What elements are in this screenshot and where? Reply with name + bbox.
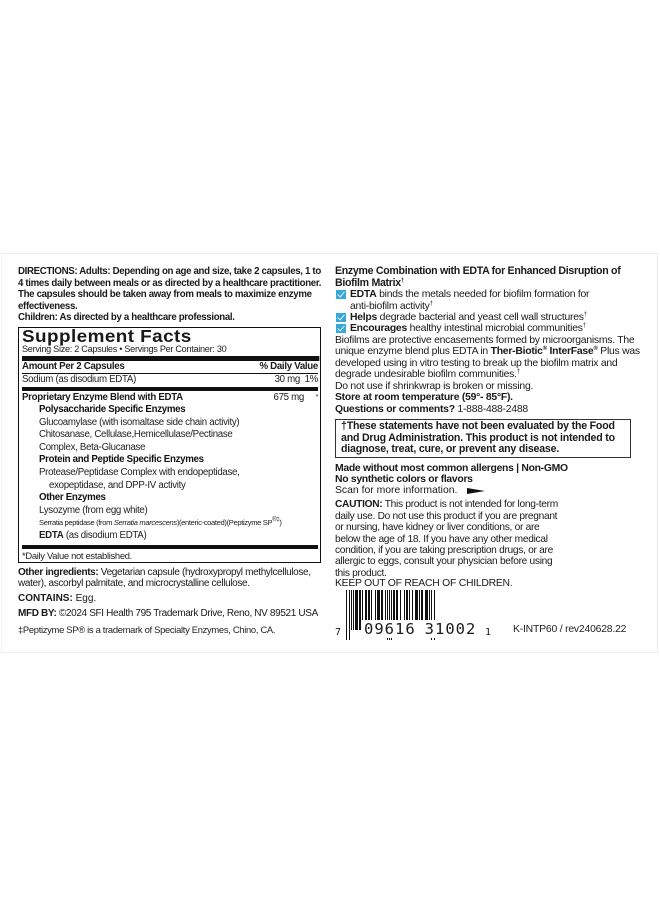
ingredient-line: Chitosanase, Cellulase,Hemicellulase/Pectinase <box>39 429 233 441</box>
ingredient-line: Lysozyme (from egg white) <box>39 504 148 516</box>
trademark-note: ‡Peptizyme SP® is a trademark of Specialty Enzymes, Chino, CA. <box>18 623 276 635</box>
benefit-text <box>350 323 586 334</box>
nutrient-dv: 1% <box>304 373 318 385</box>
blend-amount: 675 mg <box>273 391 304 403</box>
serratia-text: ) <box>279 518 282 528</box>
blend-dv: * <box>315 393 318 401</box>
barcode-left-group: 09616 <box>364 619 416 638</box>
serratia-text: )(enteric-coated)(Peptizyme SP <box>176 518 273 528</box>
supplement-facts-panel <box>18 327 321 563</box>
supplement-facts-title: Supplement Facts <box>22 325 192 346</box>
contains-text: Egg. <box>72 592 97 604</box>
nutrient-amount: 30 mg <box>274 373 300 385</box>
benefit-item <box>335 312 640 323</box>
caution-label: CAUTION: <box>335 499 383 511</box>
phone-number: 1-888-488-2488 <box>454 403 528 415</box>
allergen-line: Made without most common allergens | Non-GMO <box>335 462 568 474</box>
questions-label: Questions or comments? <box>335 403 455 415</box>
biofilm-text: Biofilms are protective encasements formed by microorganisms. The unique enzyme blend plus EDTA in <box>335 334 635 358</box>
serving-size: Serving Size: 2 Capsules • Servings Per Container: 30 <box>22 344 319 361</box>
other-ingredients-text: Vegetarian capsule (hydroxypropyl methylcellulose, water), ascorbyl palmitate, and microcrystalline cellulose. <box>18 566 311 589</box>
checkbox-icon <box>336 313 346 322</box>
benefit-desc: binds the metals needed for biofilm formation for <box>376 289 590 301</box>
contains-label: CONTAINS: <box>18 592 73 604</box>
serratia-text: Serratia peptidase (from <box>39 518 114 528</box>
registered-mark: ® <box>593 346 598 353</box>
edta-bold: EDTA <box>39 529 64 541</box>
benefit-bold: EDTA <box>350 289 377 301</box>
benefit-item <box>335 289 640 312</box>
brand-name: Ther-Biotic <box>490 346 543 358</box>
benefit-desc: healthy intestinal microbial communities <box>406 323 583 335</box>
daily-value-header: % Daily Value <box>259 360 318 372</box>
sku-revision: K-INTP60 / rev240628.22 <box>513 623 627 635</box>
directions-children: Children: As directed by a healthcare professional. <box>18 312 235 324</box>
registered-mark: ® <box>542 346 547 353</box>
contains <box>18 593 322 604</box>
benefit-bold: Helps <box>350 312 378 323</box>
benefit-item <box>335 323 640 334</box>
dagger-mark: † <box>400 277 404 284</box>
ingredient-line: Protease/Peptidase Complex with endopeptidase, <box>39 466 240 478</box>
storage-instructions: Store at room temperature (59°- 85°F). <box>335 392 513 404</box>
barcode-digit: 1 <box>485 626 492 638</box>
barcode-right-group: 31002 <box>424 619 477 638</box>
allergen-info <box>335 463 640 485</box>
benefit-bold: Encourages <box>350 323 407 335</box>
amount-per-serving-header: Amount Per 2 Capsules <box>22 360 125 372</box>
barcode-digits <box>362 620 478 638</box>
ingredient-line: exopeptidase, and DPP-IV activity <box>49 479 186 491</box>
scan-prompt <box>335 485 640 497</box>
manufacturer <box>18 608 322 619</box>
benefits-title <box>335 266 640 289</box>
allergen-line: No synthetic colors or flavors <box>335 473 473 485</box>
benefit-cont-text: anti-biofilm activity <box>350 300 430 312</box>
directions-adults: DIRECTIONS: Adults: Depending on age and size, take 2 capsules, 1 to 4 times daily between meals or as directed by a healthcare practitioner. The capsules should be taken away from meals to maximize enzyme effectiveness. <box>18 266 322 312</box>
other-ingredients <box>18 567 328 589</box>
benefit-text <box>350 289 589 312</box>
sf-row-blend <box>22 392 318 404</box>
edta-rest: (as disodium EDTA) <box>63 529 147 541</box>
mfd-text: ©2024 SFI Health 795 Trademark Drive, Reno, NV 89521 USA <box>56 607 318 619</box>
dagger-mark: † <box>583 312 587 318</box>
caution-warning <box>335 499 567 579</box>
ingredient-line: Glucoamylase (with isomaltase side chain activity) <box>39 416 240 428</box>
biofilm-text: Plus was developed using in vitro testing to break up the biofilm matrix and degrade undesirable biofilm communities. <box>335 346 640 381</box>
left-column <box>18 266 322 635</box>
other-ingredients-label: Other ingredients: <box>18 566 99 578</box>
contact-line <box>335 404 640 416</box>
group-polysaccharide-title: Polysaccharide Specific Enzymes <box>39 403 186 415</box>
ingredient-line-edta <box>22 530 320 543</box>
right-column <box>335 266 640 648</box>
barcode <box>335 590 640 648</box>
directions <box>18 266 325 324</box>
checkbox-icon <box>336 324 346 333</box>
dagger-mark: † <box>516 369 520 376</box>
product-label-panel <box>1 253 658 653</box>
benefits-title-text: Enzyme Combination with EDTA for Enhanced Disruption of Biofilm Matrix <box>335 265 621 289</box>
arrow-right-icon <box>467 488 485 494</box>
ingredient-line-serratia <box>22 517 320 530</box>
fda-disclaimer-box: †These statements have not been evaluated by the Food and Drug Administration. This product is not intended to diagnose, treat, cure, or prevent any disease. <box>335 419 631 458</box>
keep-out-warning: KEEP OUT OF REACH OF CHILDREN. <box>335 578 513 590</box>
benefit-cont <box>350 301 589 312</box>
barcode-digit: 7 <box>335 626 342 638</box>
benefit-desc: degrade bacterial and yeast cell wall structures <box>377 312 584 323</box>
blend-name: Proprietary Enzyme Blend with EDTA <box>22 391 183 403</box>
mfd-label: MFD BY: <box>18 607 57 619</box>
benefit-text <box>350 312 587 323</box>
brand-name: InterFase <box>546 346 594 358</box>
ingredient-line: Complex, Beta-Glucanase <box>39 441 146 453</box>
dagger-mark: † <box>429 300 433 307</box>
shrinkwrap-warning: Do not use if shrinkwrap is broken or missing. <box>335 380 534 392</box>
serratia-species: Serratia marcescens <box>113 518 177 528</box>
trademark-mark: ®‡ <box>272 517 280 524</box>
biofilm-description <box>335 335 640 381</box>
sf-row-sodium <box>22 374 318 391</box>
checkbox-icon <box>336 290 346 299</box>
scan-text: Scan for more information. <box>335 484 458 496</box>
group-other-title: Other Enzymes <box>39 492 106 504</box>
nutrient-name: Sodium (as disodium EDTA) <box>22 373 136 385</box>
sf-footnote: *Daily Value not established. <box>22 549 132 561</box>
group-protein-title: Protein and Peptide Specific Enzymes <box>39 454 204 466</box>
sf-header-row <box>22 361 318 374</box>
dagger-mark: † <box>582 323 586 330</box>
caution-text: This product is not intended for long-term daily use. Do not use this product if you are pregnant or nursing, have kidney or liver conditions, or are below the age of 18. If you have any other medical condition, if you are taking prescription drugs, or are allergic to eggs, consult your physician before using this product. <box>335 499 558 579</box>
